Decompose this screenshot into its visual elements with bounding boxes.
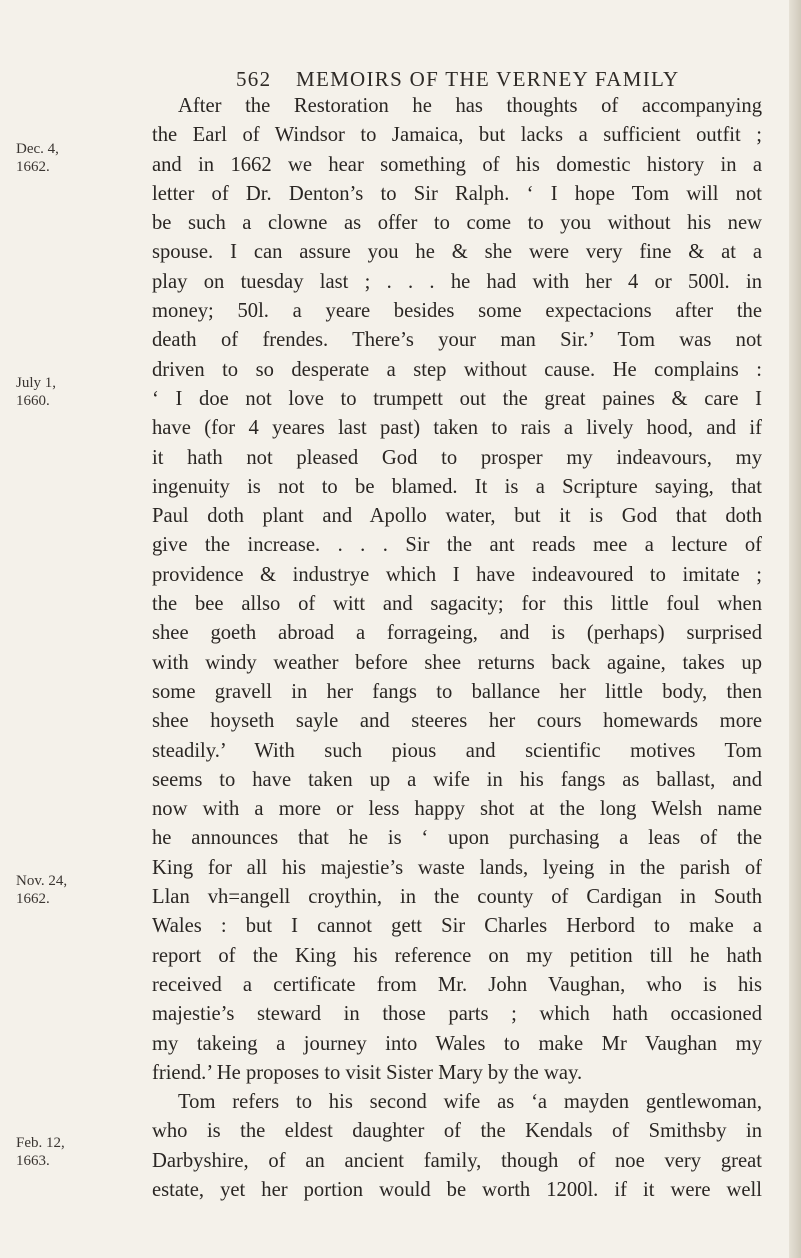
body-line: give the increase. . . . Sir the ant reads mee a lecture of bbox=[152, 534, 762, 557]
body-text bbox=[152, 92, 762, 1205]
body-line: money; 50l. a yeare besides some expectacions after the bbox=[152, 300, 762, 323]
body-line: friend.’ He proposes to visit Sister Mary by the way. bbox=[152, 1061, 583, 1084]
body-line: Darbyshire, of an ancient family, though of noe very great bbox=[152, 1149, 762, 1172]
body-line: the Earl of Windsor to Jamaica, but lacks a sufficient outfit ; bbox=[152, 124, 762, 147]
running-title: MEMOIRS OF THE VERNEY FAMILY bbox=[295, 67, 680, 91]
margin-note-date: July 1, bbox=[16, 375, 57, 391]
body-line: have (for 4 yeares last past) taken to rais a lively hood, and if bbox=[152, 417, 762, 440]
body-line: ‘ I doe not love to trumpett out the great paines & care I bbox=[152, 387, 762, 410]
margin-note-date: Nov. 24, bbox=[16, 873, 68, 889]
body-line: driven to so desperate a step without cause. He complains : bbox=[152, 358, 762, 381]
body-line: shee hoyseth sayle and steeres her cours homewards more bbox=[152, 710, 762, 733]
body-line: steadily.’ With such pious and scientific motives Tom bbox=[152, 739, 762, 762]
margin-note-year: 1662. bbox=[16, 891, 50, 907]
body-line: Paul doth plant and Apollo water, but it is God that doth bbox=[152, 505, 762, 528]
body-line: death of frendes. There’s your man Sir.’ Tom was not bbox=[152, 329, 762, 352]
body-line: who is the eldest daughter of the Kendals of Smithsby in bbox=[152, 1120, 762, 1143]
body-line: letter of Dr. Denton’s to Sir Ralph. ‘ I hope Tom will not bbox=[152, 182, 762, 205]
running-head bbox=[236, 67, 756, 92]
body-line: with windy weather before shee returns back againe, takes up bbox=[152, 651, 762, 674]
body-line: the bee allso of witt and sagacity; for this little foul when bbox=[152, 593, 762, 616]
margin-note-jul-1660 bbox=[16, 374, 126, 410]
body-line: some gravell in her fangs to ballance her little body, then bbox=[152, 680, 762, 703]
margin-note-year: 1663. bbox=[16, 1153, 50, 1169]
body-line: my takeing a journey into Wales to make Mr Vaughan my bbox=[152, 1032, 762, 1055]
body-line: providence & industrye which I have indeavoured to imitate ; bbox=[152, 563, 762, 586]
body-line: and in 1662 we hear something of his domestic history in a bbox=[152, 153, 762, 176]
body-line: spouse. I can assure you he & she were very fine & at a bbox=[152, 241, 762, 264]
body-line: it hath not pleased God to prosper my indeavours, my bbox=[152, 446, 762, 469]
body-line: received a certificate from Mr. John Vaughan, who is his bbox=[152, 973, 762, 996]
body-line: Llan vh=angell croythin, in the county of Cardigan in South bbox=[152, 886, 762, 909]
body-line: After the Restoration he has thoughts of accompanying bbox=[178, 95, 762, 117]
body-line: estate, yet her portion would be worth 1200l. if it were well bbox=[152, 1178, 762, 1201]
margin-note-date: Feb. 12, bbox=[16, 1135, 65, 1151]
body-line: shee goeth abroad a forrageing, and is (perhaps) surprised bbox=[152, 622, 762, 645]
body-line: ingenuity is not to be blamed. It is a Scripture saying, that bbox=[152, 475, 762, 498]
body-line: majestie’s steward in those parts ; which hath occasioned bbox=[152, 1003, 762, 1026]
body-line: Wales : but I cannot gett Sir Charles Herbord to make a bbox=[152, 915, 762, 938]
margin-note-dec-1662 bbox=[16, 140, 126, 176]
page-edge-shadow bbox=[789, 0, 801, 1258]
margin-note-year: 1660. bbox=[16, 393, 50, 409]
body-line: report of the King his reference on my petition till he hath bbox=[152, 944, 762, 967]
body-line: seems to have taken up a wife in his fangs as ballast, and bbox=[152, 768, 762, 791]
body-line: be such a clowne as offer to come to you without his new bbox=[152, 212, 762, 235]
page-number: 562 bbox=[236, 67, 272, 91]
body-line: play on tuesday last ; . . . he had with her 4 or 500l. in bbox=[152, 270, 762, 293]
body-line: now with a more or less happy shot at the long Welsh name bbox=[152, 798, 762, 821]
margin-note-feb-1663 bbox=[16, 1134, 126, 1170]
margin-note-nov-1662 bbox=[16, 872, 126, 908]
body-line: he announces that he is ‘ upon purchasing a leas of the bbox=[152, 827, 762, 850]
body-line: King for all his majestie’s waste lands, lyeing in the parish of bbox=[152, 856, 762, 879]
body-line: Tom refers to his second wife as ‘a mayden gentlewoman, bbox=[178, 1091, 762, 1114]
margin-note-year: 1662. bbox=[16, 159, 50, 175]
margin-note-date: Dec. 4, bbox=[16, 141, 59, 157]
